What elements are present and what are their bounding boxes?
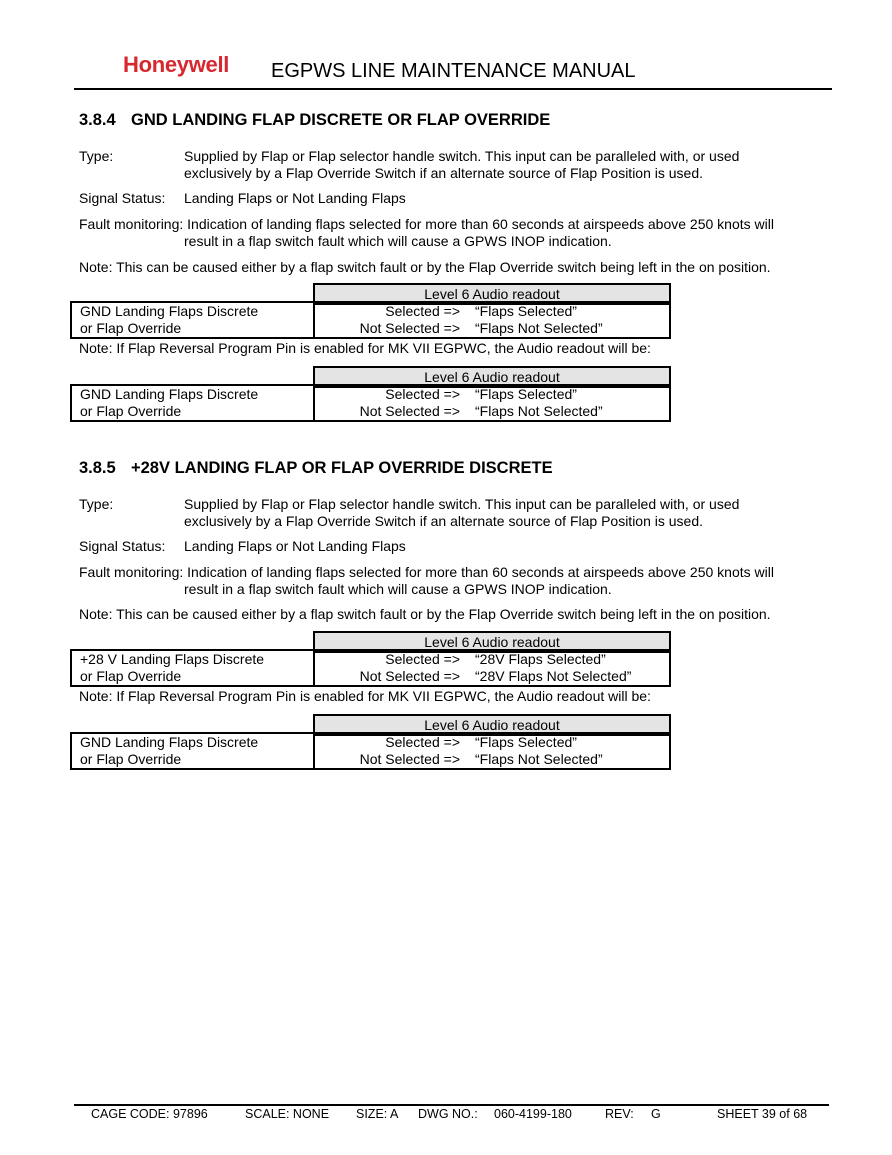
table-input-cell [80, 386, 258, 420]
state-selected: Selected => [385, 303, 460, 319]
input-line2: or Flap Override [80, 403, 182, 419]
table-state-cell [318, 651, 460, 685]
reversal-note: Note: If Flap Reversal Program Pin is enabled for MK VII EGPWC, the Audio readout will be: [79, 688, 651, 704]
fault-monitoring-line1: Fault monitoring: Indication of landing flaps selected for more than 60 seconds at airspeeds above 250 knots will [79, 564, 774, 580]
footer-dwg-number: 060-4199-180 [494, 1107, 572, 1121]
type-text-line2: exclusively by a Flap Override Switch if an alternate source of Flap Position is used. [184, 513, 704, 529]
readout-selected: “Flaps Selected” [475, 734, 577, 750]
table-input-cell [80, 303, 258, 337]
state-not-selected: Not Selected => [359, 751, 460, 767]
footer-cage-code: CAGE CODE: 97896 [91, 1107, 208, 1121]
readout-selected: “Flaps Selected” [475, 386, 577, 402]
state-not-selected: Not Selected => [359, 668, 460, 684]
honeywell-logo: Honeywell [123, 52, 230, 77]
audio-readout-table [70, 714, 670, 851]
type-text-line2: exclusively by a Flap Override Switch if an alternate source of Flap Position is used. [184, 165, 704, 181]
signal-status-label: Signal Status: [79, 538, 166, 554]
type-text-line1: Supplied by Flap or Flap selector handle switch. This input can be paralleled with, or used [184, 148, 740, 164]
signal-status-row [79, 538, 406, 555]
section-title-3-8-5 [79, 459, 553, 478]
signal-status-value: Landing Flaps or Not Landing Flaps [184, 538, 406, 554]
section-heading: GND LANDING FLAP DISCRETE OR FLAP OVERRIDE [131, 111, 551, 129]
readout-selected: “Flaps Selected” [475, 303, 577, 319]
table-header: Level 6 Audio readout [313, 714, 671, 736]
note-text: Note: This can be caused either by a flap switch fault or by the Flap Override switch being left in the on position. [79, 259, 771, 275]
table-input-cell [80, 651, 264, 685]
signal-status-label: Signal Status: [79, 190, 166, 206]
signal-status-row [79, 190, 406, 207]
input-line1: GND Landing Flaps Discrete [80, 386, 259, 402]
table-state-cell [318, 303, 460, 337]
document-title: EGPWS LINE MAINTENANCE MANUAL [271, 60, 636, 82]
state-not-selected: Not Selected => [359, 320, 460, 336]
footer-scale: SCALE: NONE [245, 1107, 330, 1121]
table-readout-cell [475, 386, 603, 420]
table-divider [313, 386, 315, 420]
note-text: Note: This can be caused either by a flap switch fault or by the Flap Override switch being left in the on position. [79, 606, 771, 622]
footer-size: SIZE: A [356, 1107, 399, 1121]
table-body [70, 732, 671, 770]
footer-dwg-label: DWG NO.: [418, 1107, 478, 1121]
table-header: Level 6 Audio readout [313, 283, 671, 305]
table-input-cell [80, 734, 258, 768]
section-title-3-8-4 [79, 111, 550, 130]
readout-not-selected: “Flaps Not Selected” [475, 320, 603, 336]
fault-monitoring-line2: result in a flap switch fault which will cause a GPWS INOP indication. [184, 581, 612, 597]
table-state-cell [318, 734, 460, 768]
table-readout-cell [475, 303, 603, 337]
table-header: Level 6 Audio readout [313, 366, 671, 388]
audio-readout-table [70, 366, 670, 503]
section-heading: +28V LANDING FLAP OR FLAP OVERRIDE DISCRETE [131, 459, 553, 477]
fault-monitoring-line2: result in a flap switch fault which will cause a GPWS INOP indication. [184, 233, 612, 249]
table-divider [313, 651, 315, 685]
table-state-cell [318, 386, 460, 420]
table-readout-cell [475, 734, 603, 768]
section-number: 3.8.5 [79, 459, 116, 477]
input-line1: GND Landing Flaps Discrete [80, 303, 259, 319]
table-divider [313, 303, 315, 337]
readout-not-selected: “Flaps Not Selected” [475, 751, 603, 767]
table-body [70, 301, 671, 339]
table-header: Level 6 Audio readout [313, 631, 671, 653]
footer-rev: G [651, 1107, 661, 1121]
input-line1: GND Landing Flaps Discrete [80, 734, 259, 750]
footer-sheet: SHEET 39 of 68 [717, 1107, 808, 1121]
state-selected: Selected => [385, 734, 460, 750]
table-divider [313, 734, 315, 768]
table-readout-cell [475, 651, 631, 685]
state-not-selected: Not Selected => [359, 403, 460, 419]
signal-status-value: Landing Flaps or Not Landing Flaps [184, 190, 406, 206]
section-number: 3.8.4 [79, 111, 116, 129]
table-body [70, 649, 671, 687]
fault-monitoring-line1: Fault monitoring: Indication of landing flaps selected for more than 60 seconds at airspeeds above 250 knots will [79, 216, 774, 232]
state-selected: Selected => [385, 651, 460, 667]
type-label: Type: [79, 148, 114, 164]
state-selected: Selected => [385, 386, 460, 402]
type-label: Type: [79, 496, 114, 512]
readout-not-selected: “Flaps Not Selected” [475, 403, 603, 419]
input-line1: +28 V Landing Flaps Discrete [80, 651, 265, 667]
footer-divider [74, 1104, 829, 1106]
type-row [79, 496, 739, 513]
input-line2: or Flap Override [80, 320, 182, 336]
input-line2: or Flap Override [80, 751, 182, 767]
readout-not-selected: “28V Flaps Not Selected” [475, 668, 632, 684]
reversal-note: Note: If Flap Reversal Program Pin is enabled for MK VII EGPWC, the Audio readout will be: [79, 340, 651, 356]
footer-rev-label: REV: [605, 1107, 634, 1121]
input-line2: or Flap Override [80, 668, 182, 684]
type-row [79, 148, 739, 165]
type-text-line1: Supplied by Flap or Flap selector handle switch. This input can be paralleled with, or used [184, 496, 740, 512]
table-body [70, 384, 671, 422]
header-divider [74, 88, 832, 90]
readout-selected: “28V Flaps Selected” [475, 651, 606, 667]
